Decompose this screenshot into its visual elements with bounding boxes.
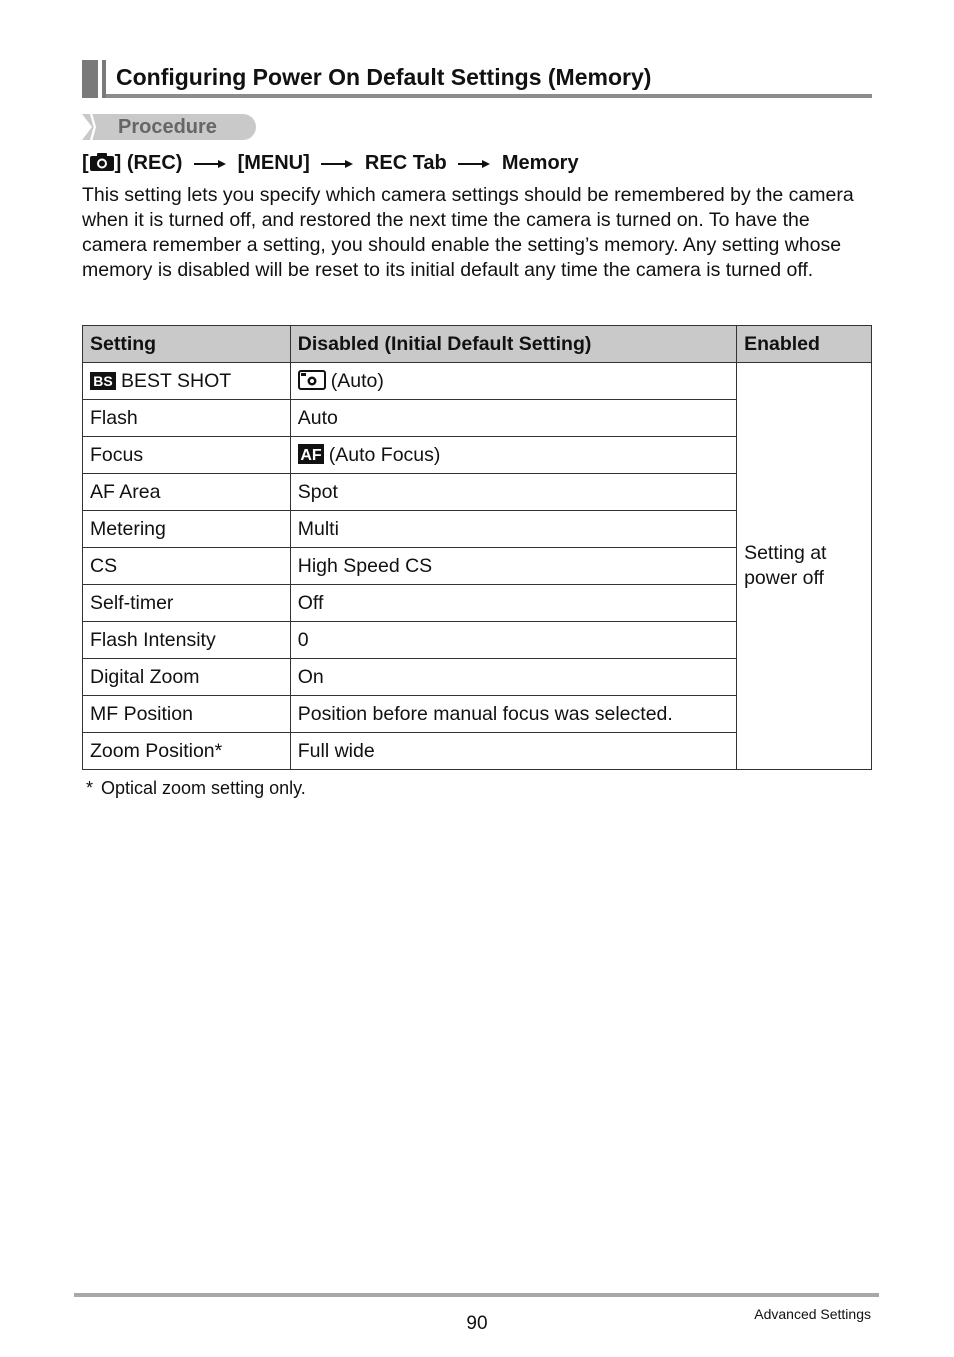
page-number: 90 (466, 1313, 488, 1334)
setting-cell: Metering (83, 511, 291, 548)
setting-cell: Flash (83, 400, 291, 437)
arrow-right-icon (321, 159, 353, 169)
heading-bar-decoration (82, 60, 98, 98)
setting-cell: Focus (83, 437, 291, 474)
svg-text:BS: BS (93, 372, 113, 389)
disabled-cell (290, 363, 736, 400)
disabled-cell (290, 437, 736, 474)
description-paragraph: This setting lets you specify which camera settings should be remembered by the camera when it is turned off, and restored the next time the camera is turned on. To have the camera remember a setting, you should enable the setting’s memory. Any setting whose memory is disabled will be reset to its initial default any time the camera is turned off. (82, 184, 854, 281)
disabled-cell: Multi (290, 511, 736, 548)
camera-icon (89, 152, 115, 172)
af-icon (298, 444, 324, 464)
disabled-value: (Auto) (330, 369, 384, 392)
procedure-tag (82, 114, 256, 140)
header-disabled: Disabled (Initial Default Setting) (290, 326, 736, 363)
arrow-right-icon (194, 159, 226, 169)
disabled-cell: 0 (290, 622, 736, 659)
setting-cell: Flash Intensity (83, 622, 291, 659)
setting-cell: Zoom Position* (83, 733, 291, 770)
disabled-cell: High Speed CS (290, 548, 736, 585)
procedure-notch (82, 114, 92, 140)
setting-cell: Digital Zoom (83, 659, 291, 696)
disabled-cell: Position before manual focus was selected. (290, 696, 736, 733)
footer-section-name: Advanced Settings (754, 1306, 871, 1322)
header-setting: Setting (83, 326, 291, 363)
setting-cell: MF Position (83, 696, 291, 733)
path-menu: [MENU] (237, 152, 310, 174)
section-heading (82, 60, 872, 98)
footnote-mark: * (86, 778, 94, 798)
setting-cell (83, 363, 291, 400)
path-memory: Memory (501, 152, 579, 174)
heading-bar-decoration (102, 60, 106, 98)
setting-cell: Self-timer (83, 585, 291, 622)
footnote-text: Optical zoom setting only. (101, 778, 306, 798)
disabled-cell: Auto (290, 400, 736, 437)
enabled-cell: Setting at power off (737, 363, 872, 770)
path-bracket-open: [ (82, 152, 89, 174)
menu-path (82, 150, 579, 176)
heading-underline (106, 94, 872, 98)
disabled-cell: On (290, 659, 736, 696)
header-enabled: Enabled (737, 326, 872, 363)
page-title: Configuring Power On Default Settings (Memory) (116, 64, 652, 90)
table-row (83, 363, 872, 400)
disabled-cell: Full wide (290, 733, 736, 770)
setting-cell: AF Area (83, 474, 291, 511)
bs-icon (90, 372, 116, 390)
footer-divider (74, 1293, 879, 1297)
settings-table (82, 325, 872, 770)
table-header-row (83, 326, 872, 363)
path-rec: ] (REC) (114, 152, 183, 174)
svg-text:AF: AF (300, 446, 322, 464)
auto-camera-icon (298, 370, 326, 390)
footnote (86, 776, 306, 800)
arrow-right-icon (458, 159, 490, 169)
setting-cell: CS (83, 548, 291, 585)
disabled-cell: Off (290, 585, 736, 622)
disabled-cell: Spot (290, 474, 736, 511)
procedure-label: Procedure (118, 116, 217, 138)
setting-label: BEST SHOT (121, 369, 232, 392)
path-rec-tab: REC Tab (364, 152, 447, 174)
disabled-value: (Auto Focus) (328, 443, 441, 466)
